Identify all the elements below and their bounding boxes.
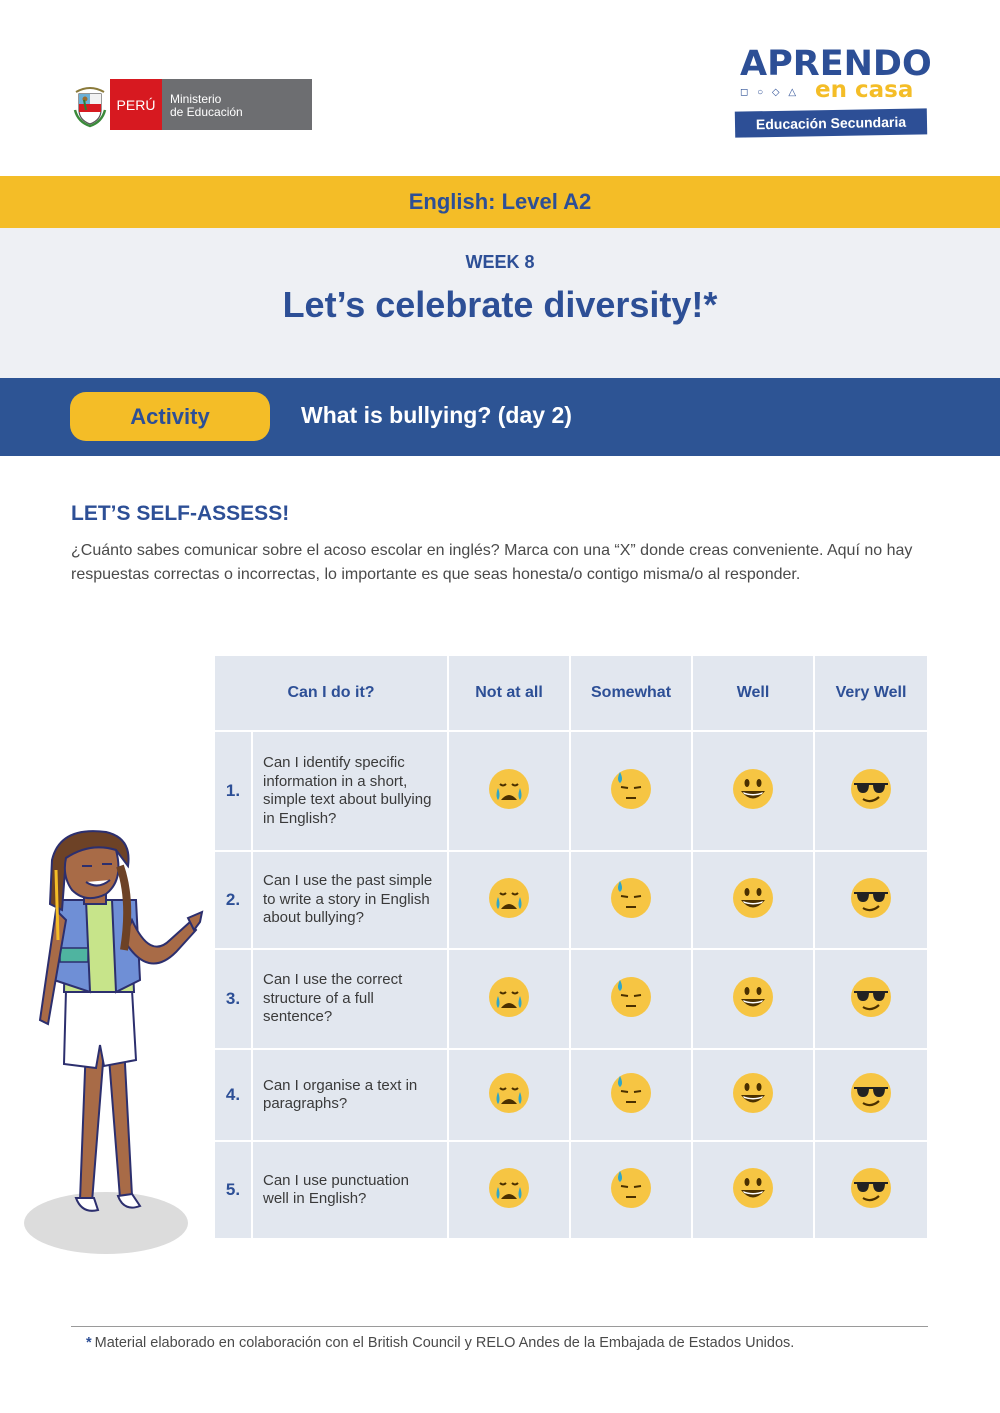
sweat-face-icon (608, 1198, 654, 1215)
rating-cell-somewhat[interactable] (570, 1141, 692, 1239)
brand-shapes-icon: ◻ ○ ◇ △ (740, 87, 800, 98)
sweat-face-icon (608, 908, 654, 925)
sunglasses-face-icon (848, 799, 894, 816)
header-well: Well (692, 655, 814, 731)
section-heading: LET’S SELF-ASSESS! (71, 502, 290, 525)
rating-cell-not-at-all[interactable] (448, 731, 570, 851)
aprendo-en-casa-logo (735, 44, 930, 139)
table-row (214, 1141, 928, 1239)
rating-cell-well[interactable] (692, 1141, 814, 1239)
header-very-well: Very Well (814, 655, 928, 731)
grinning-face-icon (730, 1198, 776, 1215)
rating-cell-somewhat[interactable] (570, 731, 692, 851)
sunglasses-face-icon (848, 908, 894, 925)
course-level-band (0, 176, 1000, 228)
country-label: PERÚ (110, 79, 162, 130)
rating-cell-somewhat[interactable] (570, 851, 692, 949)
row-question: Can I use punctuation well in English? (252, 1141, 448, 1239)
rating-cell-very-well[interactable] (814, 1141, 928, 1239)
rating-cell-well[interactable] (692, 949, 814, 1049)
rating-cell-well[interactable] (692, 851, 814, 949)
rating-cell-somewhat[interactable] (570, 949, 692, 1049)
crying-face-icon (486, 1198, 532, 1215)
rating-cell-somewhat[interactable] (570, 1049, 692, 1141)
brand-subtitle: en casa (815, 77, 914, 103)
footnote-star: * (86, 1335, 92, 1351)
row-question: Can I use the past simple to write a story in English about bullying? (252, 851, 448, 949)
header-can-i-do-it: Can I do it? (214, 655, 448, 731)
crying-face-icon (486, 908, 532, 925)
section-intro: ¿Cuánto sabes comunicar sobre el acoso escolar en inglés? Marca con una “X” donde creas conveniente. Aquí no hay respuestas correctas o incorrectas, lo importante es que seas honesta/o contigo misma/o al responder. (71, 542, 913, 583)
row-question: Can I identify specific information in a short, simple text about bullying in English? (252, 731, 448, 851)
row-question: Can I use the correct structure of a full sentence? (252, 949, 448, 1049)
sunglasses-face-icon (848, 1198, 894, 1215)
crying-face-icon (486, 1007, 532, 1024)
rating-cell-not-at-all[interactable] (448, 949, 570, 1049)
table-row (214, 949, 928, 1049)
girl-illustration (20, 830, 210, 1260)
brand-title: APRENDO (740, 44, 932, 84)
row-number: 1. (214, 731, 252, 851)
rating-cell-very-well[interactable] (814, 949, 928, 1049)
sunglasses-face-icon (848, 1103, 894, 1120)
rating-cell-very-well[interactable] (814, 851, 928, 949)
rating-cell-not-at-all[interactable] (448, 1049, 570, 1141)
self-assessment-table (213, 654, 927, 1238)
sweat-face-icon (608, 1103, 654, 1120)
table-row (214, 1049, 928, 1141)
table-row (214, 731, 928, 851)
activity-title: What is bullying? (day 2) (301, 402, 572, 428)
ministry-logo (70, 79, 312, 130)
rating-cell-well[interactable] (692, 1049, 814, 1141)
crying-face-icon (486, 1103, 532, 1120)
activity-band (0, 378, 1000, 456)
grinning-face-icon (730, 908, 776, 925)
title-band (0, 228, 1000, 378)
ministry-label (162, 79, 312, 130)
rating-cell-well[interactable] (692, 731, 814, 851)
table-row (214, 851, 928, 949)
activity-badge: Activity (70, 392, 270, 441)
rating-cell-not-at-all[interactable] (448, 1141, 570, 1239)
sweat-face-icon (608, 1007, 654, 1024)
row-number: 5. (214, 1141, 252, 1239)
crying-face-icon (486, 799, 532, 816)
brand-level: Educación Secundaria (735, 108, 927, 137)
rating-cell-very-well[interactable] (814, 731, 928, 851)
table-header-row (214, 655, 928, 731)
rating-cell-very-well[interactable] (814, 1049, 928, 1141)
header-somewhat: Somewhat (570, 655, 692, 731)
week-label: WEEK 8 (465, 252, 535, 272)
page-header (0, 0, 1000, 176)
footer-divider (71, 1326, 928, 1327)
row-number: 3. (214, 949, 252, 1049)
row-question: Can I organise a text in paragraphs? (252, 1049, 448, 1141)
footnote-text: Material elaborado en colaboración con el British Council y RELO Andes de la Embajada de Estados Unidos. (94, 1335, 795, 1351)
grinning-face-icon (730, 799, 776, 816)
ministry-line2: de Educación (170, 105, 243, 119)
footnote (86, 1335, 794, 1351)
sunglasses-face-icon (848, 1007, 894, 1024)
header-not-at-all: Not at all (448, 655, 570, 731)
row-number: 4. (214, 1049, 252, 1141)
course-level: English: Level A2 (408, 189, 592, 214)
grinning-face-icon (730, 1007, 776, 1024)
rating-cell-not-at-all[interactable] (448, 851, 570, 949)
page-title: Let’s celebrate diversity!* (282, 284, 718, 325)
peru-crest-icon (70, 79, 110, 130)
row-number: 2. (214, 851, 252, 949)
ministry-line1: Ministerio (170, 92, 222, 106)
sweat-face-icon (608, 799, 654, 816)
grinning-face-icon (730, 1103, 776, 1120)
